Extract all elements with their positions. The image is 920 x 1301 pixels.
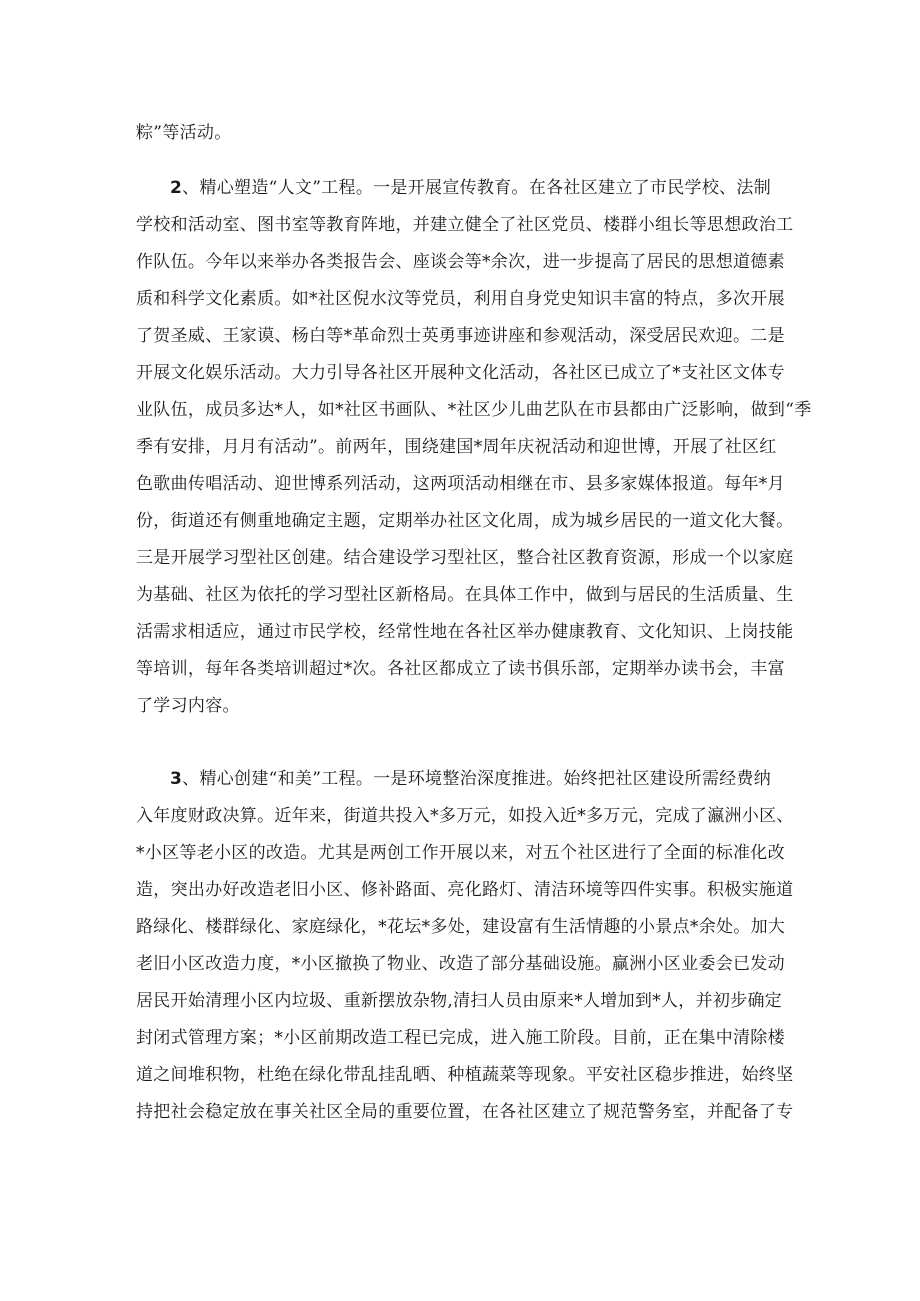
paragraph-line: 季有安排，月月有活动”。前两年，围绕建国*周年庆祝活动和迎世博，开展了社区红 (136, 437, 777, 457)
paragraph-line: 路绿化、楼群绿化、家庭绿化，*花坛*多处，建设富有生活情趣的小景点*余处。加大 (136, 917, 786, 937)
paragraph-line: 持把社会稳定放在事关社区全局的重要位置，在各社区建立了规范警务室，并配备了专 (136, 1102, 794, 1122)
section2-first-line (170, 177, 776, 199)
paragraph-line: 封闭式管理方案；*小区前期改造工程已完成，进入施工阶段。目前，正在集中清除楼 (136, 1028, 785, 1048)
paragraph-line: 等培训，每年各类培训超过*次。各社区都成立了读书俱乐部，定期举办读书会，丰富 (136, 659, 785, 679)
paragraph-line: 造，突出办好改造老旧小区、修补路面、亮化路灯、清洁环境等四件实事。积极实施道 (136, 880, 794, 900)
paragraph-line: 入年度财政决算。近年来，街道共投入*多万元，如投入近*多万元，完成了瀛洲小区、 (136, 806, 794, 826)
paragraph-line: 份，街道还有侧重地确定主题，定期举办社区文化周，成为城乡居民的一道文化大餐。 (136, 511, 794, 531)
paragraph-line: 作队伍。今年以来举办各类报告会、座谈会等*余次，进一步提高了居民的思想道德素 (136, 252, 785, 272)
paragraph-line: 居民开始清理小区内垃圾、重新摆放杂物,清扫人员由原来*人增加到*人，并初步确定 (136, 991, 783, 1011)
section3-heading-text: 、精心创建“和美”工程。一是环境整治深度推进。始终把社区建设所需经费纳 (182, 769, 772, 789)
paragraph-line: 活需求相适应，通过市民学校，经常性地在各社区举办健康教育、文化知识、上岗技能 (136, 622, 794, 642)
section2-heading-text: 、精心塑造“人文”工程。一是开展宣传教育。在各社区建立了市民学校、法制 (182, 178, 772, 198)
paragraph-line: 色歌曲传唱活动、迎世博系列活动，这两项活动相继在市、县多家媒体报道。每年*月 (136, 474, 785, 494)
paragraph-line: 质和科学文化素质。如*社区倪水汶等党员，利用自身党史知识丰富的特点，多次开展 (136, 289, 785, 309)
paragraph-line: 三是开展学习型社区创建。结合建设学习型社区，整合社区教育资源，形成一个以家庭 (136, 548, 794, 568)
section3-first-line (170, 768, 776, 790)
paragraph-line: 道之间堆积物，杜绝在绿化带乱挂乱晒、种植蔬菜等现象。平安社区稳步推进，始终坚 (136, 1065, 794, 1085)
paragraph-fragment-line: 粽”等活动。 (136, 123, 232, 143)
paragraph-line: *小区等老小区的改造。尤其是两创工作开展以来，对五个社区进行了全面的标准化改 (136, 843, 785, 863)
paragraph-line: 业队伍，成员多达*人，如*社区书画队、*社区少儿曲艺队在市县都由广泛影响，做到“季 (136, 400, 812, 420)
paragraph-line: 了学习内容。 (136, 696, 240, 716)
paragraph-line: 为基础、社区为依托的学习型社区新格局。在具体工作中，做到与居民的生活质量、生 (136, 585, 794, 605)
section2-number: 2 (170, 178, 183, 198)
paragraph-line: 学校和活动室、图书室等教育阵地，并建立健全了社区党员、楼群小组长等思想政治工 (136, 215, 794, 235)
paragraph-line: 了贺圣威、王家谟、杨白等*革命烈士英勇事迹讲座和参观活动，深受居民欢迎。二是 (136, 326, 785, 346)
paragraph-line: 开展文化娱乐活动。大力引导各社区开展种文化活动，各社区已成立了*支社区文体专 (136, 363, 785, 383)
paragraph-line: 老旧小区改造力度，*小区撤换了物业、改造了部分基础设施。赢洲小区业委会已发动 (136, 954, 785, 974)
section3-number: 3 (170, 769, 183, 789)
